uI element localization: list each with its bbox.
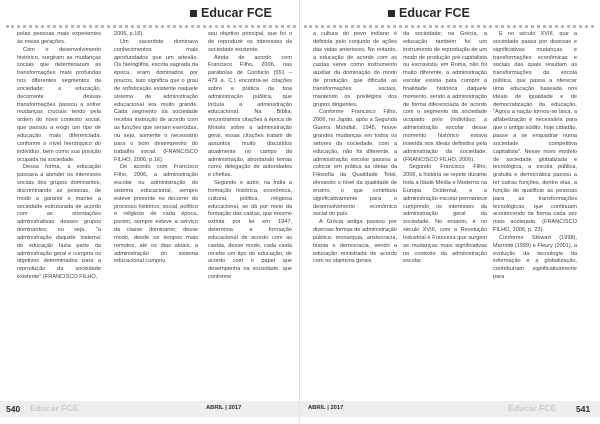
header-rule: [6, 25, 296, 28]
square-bullet-icon: [388, 10, 395, 17]
text-column-1: [17, 31, 101, 401]
page-header: [190, 6, 272, 20]
paragraph: É no século XVIII, que a sociedade passa por diversas e significativas mudanças e transformações econômicas e sociais das quais resultam as transformações da escola pública, que passa a oferecer uma educação baseada nos ideais de igualdade e de democratização da educação. "Agora a nação tornou-se laica, a alfabetização é necessária para que o antigo súdito, hoje cidadão, passe a se enquadrar numa sociedade competitiva capitalista". Nesse novo modelo de sociedade globalizada e tecnológica, a escola pública, gratuita e democrática passou a ter outras funções, dentre elas, a função de qualificar as pessoas para as transformações tecnológicas, que continuam acontecendo de forma cada vez mais acelerada. (FRANCISCO FILHO, 2006, p. 23).: [493, 31, 577, 234]
footer-date: ABRIL | 2017: [206, 405, 242, 411]
paragraph: Com o desenvolvimento histórico, surgiram as mudanças sociais que determinaram as transformações mais profundas nos diferentes segmentos da sociedade; a educação, decorrente dessas transformações passou a sofrer mudanças cruciais tendo pela ordem do novo contexto social, que passou a exigir um tipo de educação mais diferenciada, conforme o nível hierárquico do indivíduo, bem como sua posição ocupada na sociedade.: [17, 46, 101, 163]
paragraph: da sociedade; na Grécia, a educação também foi um instrumento de reprodução de um modo de produção pré-capitalista ou escravista; em Roma, não foi muito diferente, a administração escolar existia para cumprir a finalidade histórica daquele momento, sendo a administração de forma diferenciada de acordo com o segmento da sociedade ocupado pelo (indivíduo; a administração escolar desse momento histórico estava inserida nos ideais definidos pela administração da sociedade. (FRANCISCO FILHO, 2006).: [403, 31, 487, 163]
paragraph: seu objetivo principal, que foi o de reproduzir os interesses da sociedade existente.: [208, 31, 292, 53]
paragraph: pelas pessoas mais experientes às novas gerações.: [17, 31, 101, 45]
paragraph: Conforme Francisco Filho, 2006, no Japão, após a Segunda Guerra Mundial, 1945, houve grandes mudanças em todos os setores da sociedade, com a educação, não foi diferente, a administração escolar passou a colocar em prática as ideias da Filosofia da Qualidade Total, elevando o nível da qualidade de ensino, o que contribuiu significativamente para o desenvolvimento econômico social do país.: [313, 109, 397, 218]
paragraph: A Grécia antiga passou por diversas formas de administração pública: monarquia, aristocracia, tirania e democracia, sendo a educação ministrada de acordo com os objetivos gerais: [313, 219, 397, 265]
footer-title: Educar FCE: [508, 403, 557, 413]
page-number: 541: [576, 404, 591, 414]
footer-date: ABRIL | 2017: [308, 405, 344, 411]
header-title: Educar FCE: [399, 6, 470, 20]
paragraph: De acordo com Francisco Filho, 2006, a administração escolar ou administração do sistema educacional, sempre esteve presente no decorrer do processo histórico, social, político e religioso de cada época, porém, sempre esteve a serviço da classe dominante; desse modo, desde os tempos mais remotos, até os dias atuais, a administração do sistema educacional cumpriu: [114, 164, 198, 265]
paragraph: a cultura do povo indiano é definida pelo conjunto de ações das vidas anteriores, No entanto, a educação de acordo com as castas serve como instrumento auxiliar da dominação do modo de produção, que dificulta as transformações sociais, mantendo os privilégios dos grupos dirigentes.: [313, 31, 397, 108]
square-bullet-icon: [190, 10, 197, 17]
page-header: [388, 6, 470, 20]
paragraph: Dessa forma, a educação passava a atender os interesses sociais dos grupos dominantes, discriminando as pessoas, de modo a garantir e manter a sociedade estruturada de acordo com as orientações administrativas desses grupos dominantes, ou seja, "a administração daquele 'sistema' de educação fazia parte da administração geral e cumpria os objetivos determinados para a reprodução da sociedade existente" (FRANCISCO FILHO,: [17, 164, 101, 281]
page-number: 540: [6, 404, 21, 414]
text-column-2: [114, 31, 198, 401]
footer-title: Educar FCE: [30, 403, 79, 413]
paragraph: Um sacerdote dominava conhecimentos mais aprofundados que um artesão. Os hieróglifos, escrita sagrada da época, eram dominados por poucos, isso significa que o grau de sofisticação existente naquele sistema de administração educacional era muito grande. Cada segmento da sociedade recebia instrução de acordo com as funções que seriam exercidas, ou seja, somente o necessário para o bom desempenho do trabalho social. (FRANCISCO FILHO, 2006, p.16).: [114, 38, 198, 163]
text-column-2: [403, 31, 487, 401]
paragraph: Segundo o autor, na Índia a formação histórica, econômica, cultural, política, religiosa educacional, se dá por meio da formação das castas, que mesmo extinta por lei em 1947, determina a formação educacional de acordo com as castas, desse modo, cada casta recebe um tipo de educação, de acordo com o papel que desempenha na sociedade, que conforme: [208, 180, 292, 281]
paragraph: Ainda de acordo com Francisco Filho, 2006, nas parábolas de Confúcio (551 – 479 a. C.) encontra-se citações sobre a prática da boa administração pública, que incluía a administração educacional. Na Bíblia, encontramos citações à época de Moisés sobre a administração geral, essas citações tratam de assuntos muito discutidos atualmente no campo da administração, abordando temas como delegação de autoridades e chefias.: [208, 54, 292, 179]
text-column-3: [493, 31, 577, 401]
paragraph: Segundo Francisco Filho, 2006, a história se repete durante toda a Idade Média e Moderna na Europa Ocidental, e a administração escolar permanece cumprindo os interesses da administração geral da sociedade. No entanto, é no século XVIII, com a Revolução Industrial e Francesa que surgem as mudanças mais significativas no contexto da administração escolar.: [403, 164, 487, 265]
paragraph: 2006, p.16).: [114, 31, 144, 37]
text-column-3: [208, 31, 292, 401]
header-title: Educar FCE: [201, 6, 272, 20]
header-rule: [304, 25, 594, 28]
paragraph: Conforme Stewart (1998), Marriotti (1999) e Fleury (2001), a evolução da tecnologia da informação e a globalização, contribuíram significativamente para: [493, 234, 577, 281]
text-column-1: [313, 31, 397, 401]
right-page: [300, 0, 600, 424]
